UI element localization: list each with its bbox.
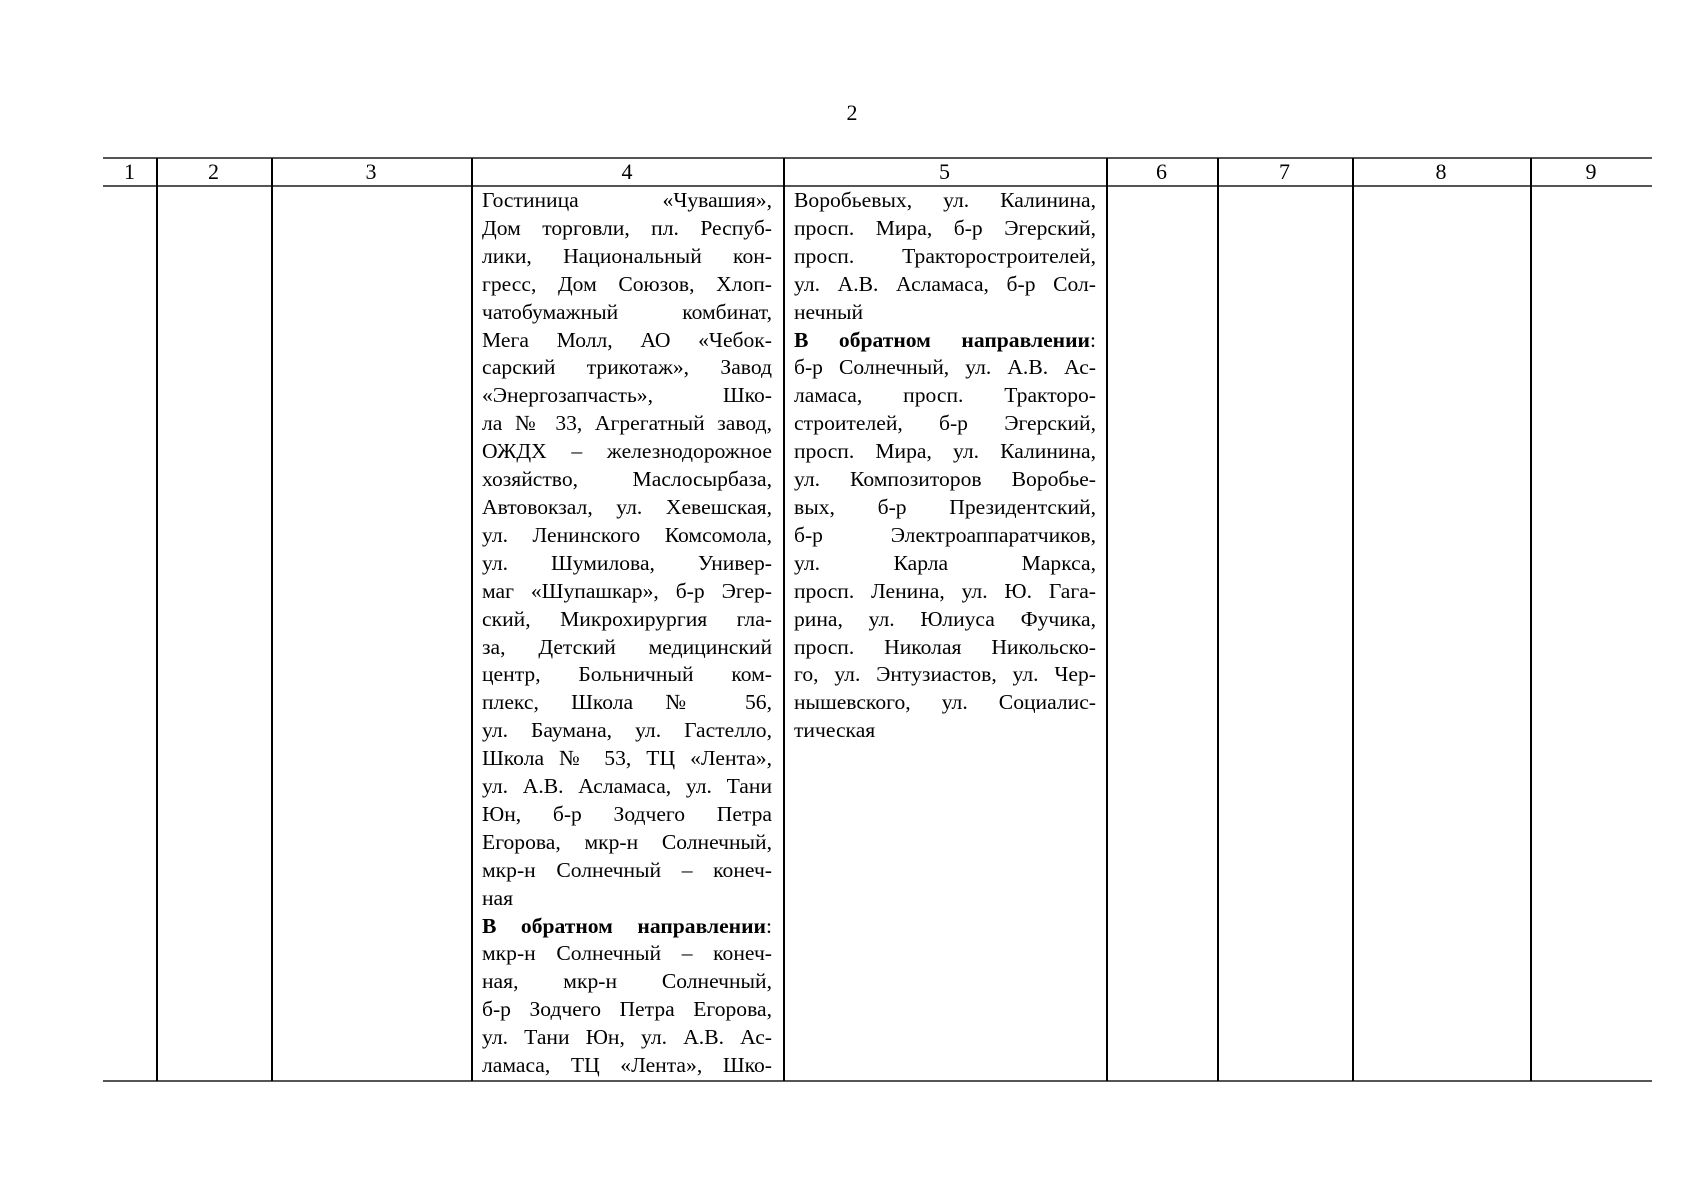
text-line: Автовокзал, ул. Хевешская,: [482, 494, 772, 519]
text-line: ский, Микрохирургия гла-: [482, 606, 772, 631]
text-line: ул. А.В. Асламаса, ул. Тани: [482, 774, 772, 799]
direction-heading: [482, 913, 772, 941]
text-line: ул. Ленинского Комсомола,: [482, 522, 772, 547]
column-header-6: 6: [1156, 159, 1167, 184]
text-line: ул. Баумана, ул. Гастелло,: [482, 718, 772, 743]
text-line: нечный: [794, 299, 864, 324]
text-line: Дом торговли, пл. Респуб-: [482, 215, 772, 240]
column-header-9: 9: [1585, 159, 1597, 184]
column-header-5: 5: [939, 159, 950, 184]
text-line: просп. Мира, ул. Калинина,: [794, 439, 1096, 464]
text-line: ламаса, ТЦ «Лента», Шко-: [482, 1053, 772, 1078]
text-line: просп. Николая Никольско-: [794, 634, 1096, 659]
column-header-4: 4: [621, 159, 633, 184]
text-line: ная: [482, 885, 514, 910]
text-line: хозяйство, Маслосырбаза,: [482, 467, 772, 492]
col4-stops-cell: [482, 187, 772, 1080]
text-line: Воробьевых, ул. Калинина,: [794, 188, 1096, 212]
text-line: лики, Национальный кон-: [482, 243, 772, 268]
text-line: сарский трикотаж», Завод: [482, 355, 772, 380]
text-line: просп. Мира, б-р Эгерский,: [794, 215, 1096, 240]
text-line: ул. Карла Маркса,: [794, 550, 1096, 575]
direction-heading-label: В обратном направлении: [482, 913, 766, 938]
text-line: вых, б-р Президентский,: [794, 494, 1096, 519]
text-line: ул. Шумилова, Универ-: [482, 550, 772, 575]
text-line: ная, мкр-н Солнечный,: [482, 969, 772, 994]
column-divider: [271, 158, 273, 1081]
text-line: ул. Тани Юн, ул. А.В. Ас-: [482, 1025, 772, 1050]
col5-streets-cell: [794, 187, 1096, 745]
text-line: Гостиница «Чувашия»,: [482, 188, 772, 212]
text-line: нышевского, ул. Социалис-: [794, 690, 1096, 715]
text-line: за, Детский медицинский: [482, 634, 772, 659]
text-line: б-р Зодчего Петра Егорова,: [482, 997, 772, 1022]
text-line: просп. Тракторостроителей,: [794, 243, 1096, 268]
column-header-3: 3: [365, 159, 377, 184]
colon: :: [1090, 327, 1096, 352]
text-line: го, ул. Энтузиастов, ул. Чер-: [794, 662, 1096, 687]
text-line: маг «Шупашкар», б-р Эгер-: [482, 578, 772, 603]
text-line: «Энергозапчасть», Шко-: [482, 383, 772, 408]
column-header-7: 7: [1279, 159, 1290, 184]
text-line: ул. Композиторов Воробье-: [794, 467, 1096, 492]
direction-heading-label: В обратном направлении: [794, 327, 1090, 352]
text-line: тическая: [794, 718, 876, 743]
column-header-2: 2: [208, 159, 219, 184]
text-line: Егорова, мкр-н Солнечный,: [482, 829, 772, 854]
direction-heading: [794, 327, 1096, 355]
column-divider: [156, 158, 158, 1081]
column-header-8: 8: [1435, 159, 1447, 184]
text-line: Мега Молл, АО «Чебок-: [482, 327, 772, 352]
table-bottom-border: [103, 1080, 1652, 1082]
text-line: ла № 33, Агрегатный завод,: [482, 411, 772, 436]
text-line: строителей, б-р Эгерский,: [794, 411, 1096, 436]
text-line: чатобумажный комбинат,: [482, 299, 772, 324]
text-line: Юн, б-р Зодчего Петра: [482, 801, 772, 826]
page-number: 2: [846, 100, 858, 125]
text-line: б-р Электроаппаратчиков,: [794, 522, 1096, 547]
column-divider: [1217, 158, 1219, 1081]
column-divider: [783, 158, 785, 1081]
text-line: Школа № 53, ТЦ «Лента»,: [482, 746, 772, 771]
column-divider: [471, 158, 473, 1081]
text-line: центр, Больничный ком-: [482, 662, 772, 687]
text-line: рина, ул. Юлиуса Фучика,: [794, 606, 1096, 631]
column-divider: [1530, 158, 1532, 1081]
text-line: ОЖДХ – железнодорожное: [482, 439, 772, 464]
colon: :: [766, 913, 772, 938]
column-divider: [1352, 158, 1354, 1081]
text-line: плекс, Школа № 56,: [482, 690, 772, 715]
text-line: мкр-н Солнечный – конеч-: [482, 857, 772, 882]
column-divider: [1106, 158, 1108, 1081]
text-line: ул. А.В. Асламаса, б-р Сол-: [794, 271, 1096, 296]
text-line: просп. Ленина, ул. Ю. Гага-: [794, 578, 1096, 603]
text-line: ламаса, просп. Тракторо-: [794, 383, 1096, 408]
text-line: гресс, Дом Союзов, Хлоп-: [482, 271, 772, 296]
column-header-1: 1: [124, 159, 135, 184]
text-line: б-р Солнечный, ул. А.В. Ас-: [794, 355, 1096, 380]
text-line: мкр-н Солнечный – конеч-: [482, 941, 772, 966]
